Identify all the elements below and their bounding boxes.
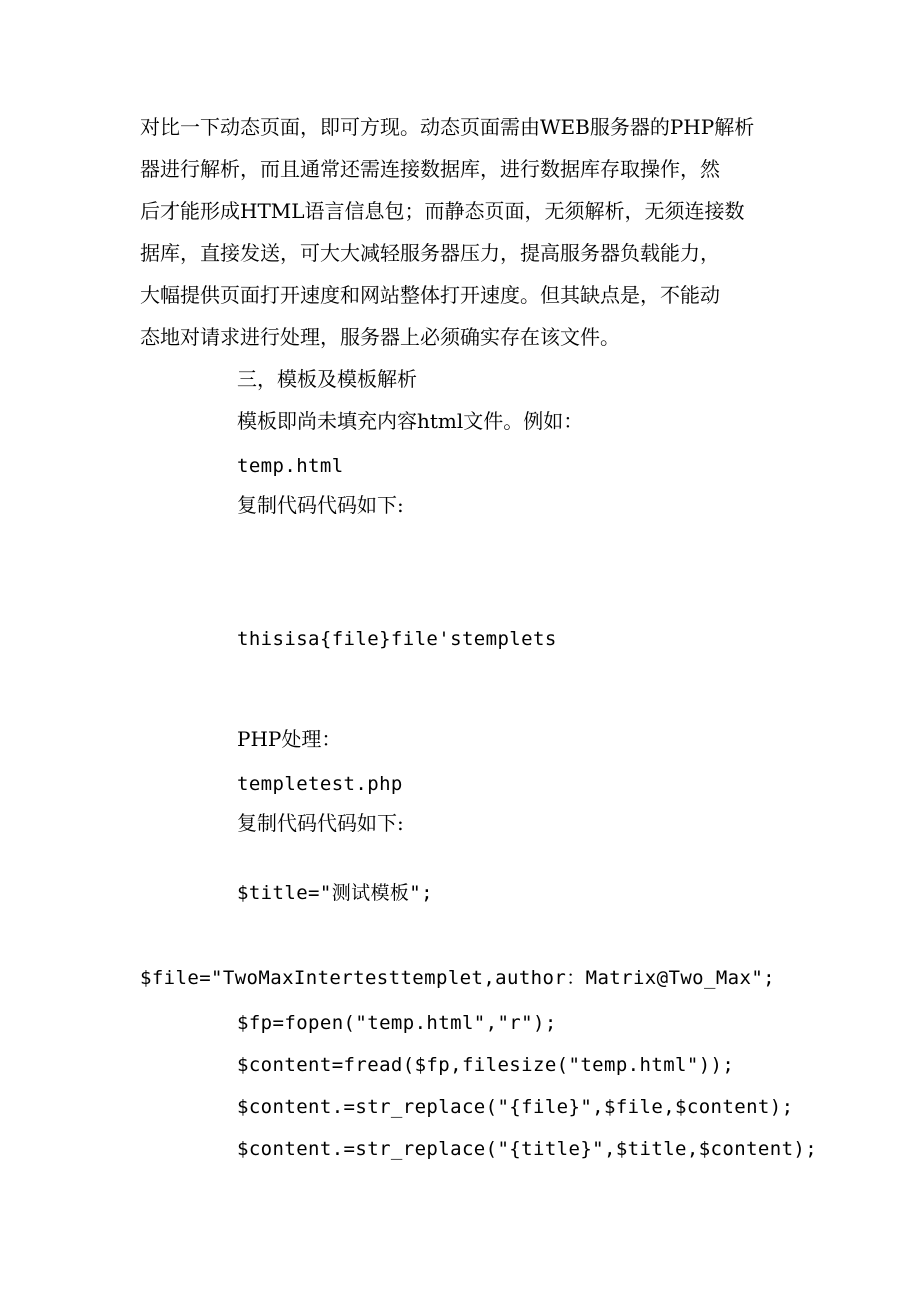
copy-code-label: 复制代码代码如下: bbox=[237, 811, 404, 835]
paragraph-line: 器进行解析，而且通常还需连接数据库，进行数据库存取操作，然 bbox=[140, 157, 720, 181]
section-heading: 三，模板及模板解析 bbox=[237, 367, 417, 391]
code-line: $content.=str_replace("{file}",$file,$content); bbox=[237, 1096, 794, 1118]
paragraph-line: 据库，直接发送，可大大减轻服务器压力，提高服务器负载能力， bbox=[140, 241, 720, 265]
section-intro: 模板即尚未填充内容html文件。例如： bbox=[237, 409, 584, 433]
template-filename: temp.html bbox=[237, 455, 344, 477]
php-label: PHP处理： bbox=[237, 727, 342, 751]
paragraph-line: 大幅提供页面打开速度和网站整体打开速度。但其缺点是，不能动 bbox=[140, 283, 720, 307]
code-line: $title="测试模板"; bbox=[237, 882, 433, 904]
template-body: thisisa{file}file'stemplets bbox=[237, 628, 557, 650]
paragraph-line: 对比一下动态页面，即可方现。动态页面需由WEB服务器的PHP解析 bbox=[140, 115, 755, 139]
paragraph-line: 态地对请求进行处理，服务器上必须确实存在该文件。 bbox=[140, 325, 620, 349]
code-line: $content.=str_replace("{title}",$title,$content); bbox=[237, 1138, 818, 1160]
paragraph-line: 后才能形成HTML语言信息包；而静态页面，无须解析，无须连接数 bbox=[140, 199, 745, 223]
code-line: $content=fread($fp,filesize("temp.html")); bbox=[237, 1054, 735, 1076]
copy-code-label: 复制代码代码如下: bbox=[237, 493, 404, 517]
php-filename: templetest.php bbox=[237, 773, 403, 795]
code-line: $file="TwoMaxIntertesttemplet,author：Matrix@Two_Max"; bbox=[140, 967, 776, 989]
code-line: $fp=fopen("temp.html","r"); bbox=[237, 1012, 557, 1034]
